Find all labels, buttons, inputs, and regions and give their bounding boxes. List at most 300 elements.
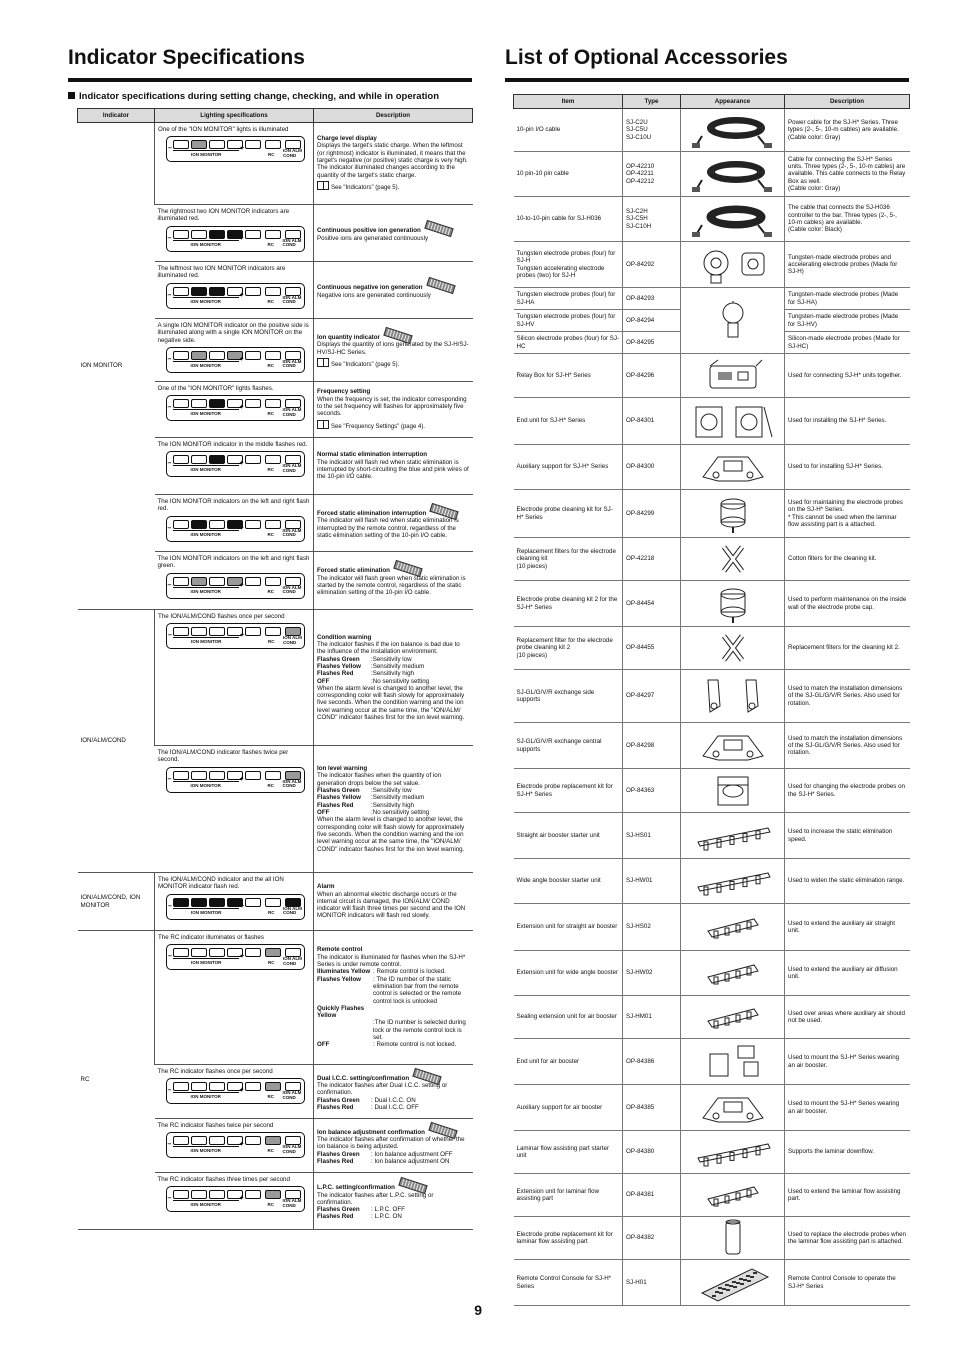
pair-key: Flashes Red — [317, 670, 354, 678]
type-cell — [623, 670, 681, 723]
rc-lamp — [265, 1190, 281, 1199]
pair-key: OFF — [317, 1041, 330, 1049]
ion-monitor-lamp — [173, 771, 189, 780]
pair-key: Illuminates Yellow — [317, 968, 371, 976]
lighting-text: The ION MONITOR indicators on the left and right flash red. — [157, 498, 310, 513]
indicator-panel-diagram — [166, 226, 305, 252]
description-text: When the frequency is set, the indicator corresponding to the set frequency will flashes for approximately five seconds. — [317, 395, 467, 418]
filter-illustration — [688, 539, 778, 579]
appearance-cell — [681, 581, 785, 627]
rc-label: RC — [268, 960, 275, 966]
sidesup-illustration — [688, 676, 778, 716]
type-cell — [623, 951, 681, 996]
minus-sign: – — [168, 953, 172, 961]
type-cell — [623, 152, 681, 197]
item-cell — [514, 769, 623, 813]
rc-lamp — [265, 627, 281, 636]
item-cell — [514, 1085, 623, 1131]
type-cell — [623, 490, 681, 538]
description-cell — [314, 1119, 473, 1173]
type-code: OP-84297 — [626, 692, 655, 700]
minus-sign: – — [167, 234, 172, 242]
description-cell — [314, 495, 473, 552]
accessory-row — [514, 859, 910, 904]
accessory-row — [514, 1039, 910, 1085]
accessory-description: Used to extend the auxiliary air straight unit. — [788, 919, 895, 934]
auxair-illustration — [688, 1088, 778, 1128]
indicator-name-cell — [78, 873, 155, 931]
accessory-description-cell — [785, 109, 910, 152]
ion-monitor-lamp — [245, 140, 261, 149]
item-name: Electrode probe replacement kit for laminar flow assisting part — [516, 1230, 613, 1245]
ion-monitor-label: ION MONITOR — [190, 1202, 221, 1208]
accessory-description: Used for maintaining the electrode probes on the SJ-H* Series. * This cannot be used when the laminar flow assisting part is a attached. — [788, 498, 903, 528]
plus-sign: + — [239, 1087, 244, 1095]
minus-sign: – — [167, 775, 172, 783]
type-cell — [623, 288, 681, 310]
ion-monitor-lamp — [209, 455, 225, 464]
type-cell — [623, 398, 681, 445]
accessories-table — [513, 94, 910, 1306]
reference-note — [317, 358, 470, 369]
ion-monitor-lamp — [245, 627, 261, 636]
rc-lamp — [265, 771, 281, 780]
indicator-panel-diagram — [166, 894, 305, 920]
accessory-description-cell — [785, 723, 910, 769]
ion-alm-cond-label: ION ALM COND — [282, 358, 302, 369]
panel-scale-line — [173, 240, 239, 241]
item-cell — [514, 242, 623, 288]
ion-alm-cond-label: ION ALM COND — [283, 905, 302, 916]
accessory-description-cell — [785, 1039, 910, 1085]
pair-value: : L.P.C. OFF — [371, 1206, 405, 1214]
item-name: Tungsten electrode probes (four) for SJ-HA — [516, 291, 616, 306]
lighting-text: The RC indicator illuminates or flashes — [158, 934, 264, 941]
accessory-row — [514, 354, 910, 398]
ion-alm-cond-label: ION ALM COND — [282, 584, 302, 595]
description-text: The indicator will flash red when static elimination is interrupted by the remote control, regardless of the static elimination setting of the 10-pin I/O cable. — [317, 517, 459, 539]
type-code: SJ-C2U SJ-C5U SJ-C10U — [626, 119, 652, 141]
accessory-description: Used for installing the SJ-H* Series. — [788, 417, 887, 425]
appearance-cell — [681, 288, 785, 354]
type-cell — [623, 996, 681, 1039]
description-text: The indicator flashes if the ion balance is bad due to the influence of the installation environment. — [317, 640, 460, 656]
indicator-name: ION/ALM/COND, ION MONITOR — [80, 894, 141, 909]
description-cell — [314, 438, 473, 495]
appearance-cell — [681, 1174, 785, 1217]
minus-sign: – — [167, 460, 172, 468]
pair-key: Flashes Red — [317, 1157, 354, 1165]
description-title: Condition warning — [317, 633, 372, 641]
accessory-description-cell — [785, 490, 910, 538]
ion-monitor-lamp — [191, 1190, 207, 1199]
appearance-cell — [681, 1085, 785, 1131]
ion-monitor-label: ION MONITOR — [191, 639, 222, 645]
ion-monitor-lamp — [173, 577, 189, 586]
indicator-row — [78, 610, 473, 746]
item-name: Relay Box for SJ-H* Series — [516, 371, 591, 379]
appearance-cell — [681, 109, 785, 152]
reference-text: See "Frequency Settings" (page 4). — [331, 423, 425, 430]
rc-label: RC — [267, 467, 274, 473]
description-text: Displays the target's static charge. When the leftmost (or rightmost) indicator is illuminated, it means that the target's negative (or positive) static charge is very high. The indicator illuminated changes according to the quantity of the target's static charge. — [317, 142, 468, 179]
item-cell — [514, 152, 623, 197]
ion-monitor-label: ION MONITOR — [191, 152, 222, 158]
ion-monitor-lamp — [209, 577, 225, 586]
item-name: Extension unit for wide angle booster — [516, 969, 618, 977]
ion-monitor-lamp — [191, 898, 207, 907]
item-cell — [514, 310, 623, 332]
description-title: Normal static elimination interruption — [317, 451, 428, 459]
type-cell — [623, 859, 681, 904]
item-name: Electrode probe replacement kit for SJ-H* Series — [516, 783, 613, 798]
accessory-row — [514, 904, 910, 951]
description-title: Charge level display — [317, 135, 377, 143]
description-pair — [317, 678, 470, 685]
lighting-text: One of the "ION MONITOR" lights flashes. — [157, 385, 274, 392]
lighting-text: The ION MONITOR indicator in the middle flashes red. — [157, 441, 308, 448]
description-cell — [314, 262, 473, 319]
item-cell — [514, 951, 623, 996]
rc-lamp — [265, 455, 281, 464]
accessory-description: Cable for connecting the SJ-H* Series units. Three types (2-, 5-, 10-m cables) are available. This cable connects to the Relay Box as well. (Cable color: Gray) — [788, 155, 906, 192]
laminar2-illustration — [688, 1175, 778, 1215]
accessory-description-cell — [785, 288, 910, 310]
header-item: Item — [514, 95, 623, 109]
accessory-description-cell — [785, 197, 910, 242]
item-name: Extension unit for straight air booster — [516, 923, 618, 931]
description-pair — [317, 1213, 470, 1220]
accessory-row — [514, 1131, 910, 1174]
type-cell — [623, 1260, 681, 1306]
accessory-description-cell — [785, 538, 910, 581]
manual-book-icon — [317, 420, 329, 429]
pair-key: Flashes Yellow — [317, 975, 361, 983]
rc-lamp — [265, 140, 281, 149]
item-cell — [514, 1260, 623, 1306]
accessory-description-cell — [785, 627, 910, 670]
accessory-description-cell — [785, 332, 910, 354]
accessory-row — [514, 445, 910, 490]
rc-lamp — [265, 1082, 281, 1091]
indicator-table — [77, 108, 473, 1230]
accessory-description-cell — [785, 813, 910, 859]
minus-sign: – — [167, 1195, 172, 1203]
cleankit2-illustration — [688, 584, 778, 624]
ion-alm-cond-label: ION ALM COND — [282, 1144, 302, 1154]
ion-monitor-lamp — [191, 1136, 207, 1145]
item-cell — [514, 627, 623, 670]
item-name: Remote Control Console for SJ-H* Series — [516, 1275, 612, 1290]
type-code: OP-84386 — [626, 1057, 655, 1065]
minus-sign: – — [167, 355, 172, 363]
pair-value: : Remote control is not locked. — [373, 1041, 457, 1049]
item-cell — [514, 670, 623, 723]
rc-lamp — [265, 1136, 281, 1145]
reference-note — [317, 420, 470, 431]
rc-label: RC — [267, 1202, 274, 1208]
description-title: Ion level warning — [317, 765, 368, 773]
accessory-description: Supports the laminar downflow. — [788, 1148, 874, 1156]
rc-lamp — [265, 230, 281, 239]
accessory-description-cell — [785, 1131, 910, 1174]
ion-monitor-lamp — [173, 399, 189, 408]
description-pair — [317, 663, 470, 670]
type-cell — [623, 1131, 681, 1174]
accessory-description-cell — [785, 859, 910, 904]
type-cell — [623, 813, 681, 859]
panel-scale-line — [173, 409, 239, 410]
indicator-name: ION/ALM/COND — [80, 737, 126, 745]
ion-monitor-lamp — [209, 1136, 225, 1145]
lighting-cell — [155, 262, 314, 319]
accessory-description: Used to for installing SJ-H* Series. — [788, 463, 883, 471]
panel-scale-line — [173, 1200, 239, 1201]
type-code: OP-84295 — [626, 338, 655, 346]
appearance-cell — [681, 996, 785, 1039]
ion-monitor-lamp — [173, 351, 189, 360]
item-name: Silicon electrode probes (four) for SJ-HC — [516, 335, 619, 350]
rail-illustration — [688, 816, 778, 856]
accessory-description: Used for changing the electrode probes on the SJ-H* Series. — [788, 783, 905, 798]
indicator-name-cell — [78, 123, 155, 610]
pair-value: : Ion balance adjustment OFF — [371, 1150, 453, 1158]
accessory-description: Used to mount the SJ-H* Series wearing an air booster. — [788, 1054, 900, 1069]
ion-monitor-label: ION MONITOR — [190, 531, 221, 537]
indicator-name: ION MONITOR — [80, 362, 123, 370]
lighting-text: The leftmost two ION MONITOR indicators are illuminated red. — [157, 265, 286, 280]
pair-key: Flashes Green — [317, 1096, 360, 1104]
accessory-row — [514, 581, 910, 627]
description-title: L.P.C. setting/confirmation — [317, 1181, 470, 1191]
indicator-name: RC — [80, 1076, 90, 1084]
description-text: The indicator is illuminated for flashes when the SJ-H* Series is under remote control. — [317, 953, 466, 968]
ion-monitor-lamp — [209, 1190, 225, 1199]
indicator-panel-diagram — [166, 944, 305, 970]
description-pair — [317, 809, 470, 816]
description-cell — [314, 319, 473, 382]
description-pair — [317, 968, 470, 975]
tube-illustration — [688, 1218, 778, 1258]
type-code: SJ-C2H SJ-C5H SJ-C10H — [626, 208, 652, 230]
accessory-description-cell — [785, 445, 910, 490]
accessory-description-cell — [785, 1217, 910, 1260]
accessory-description-cell — [785, 951, 910, 996]
appearance-cell — [681, 723, 785, 769]
panel-scale-line — [173, 958, 239, 959]
appearance-cell — [681, 1260, 785, 1306]
lighting-cell — [155, 319, 314, 382]
indicator-row — [78, 931, 473, 1065]
accessory-description-cell — [785, 242, 910, 288]
item-cell — [514, 904, 623, 951]
ion-monitor-lamp — [173, 140, 189, 149]
ion-monitor-lamp — [209, 898, 225, 907]
item-name: Electrode probe cleaning kit 2 for the SJ-H* Series — [516, 596, 618, 611]
item-name: End unit for SJ-H* Series — [516, 417, 586, 425]
description-text: Displays the quantity of ions generated by the SJ-H/SJ-HV/SJ-HC Series. — [317, 341, 469, 356]
accessory-description-cell — [785, 354, 910, 398]
description-cell — [314, 205, 473, 262]
item-name: Tungsten electrode probes (four) for SJ-HV — [516, 313, 616, 328]
pair-key: Flashes Green — [317, 1150, 360, 1158]
ion-monitor-lamp — [245, 771, 261, 780]
pair-key: Flashes Yellow — [317, 662, 361, 670]
description-cell — [314, 873, 473, 931]
ion-monitor-lamp — [209, 230, 225, 239]
accessory-row — [514, 1085, 910, 1131]
lighting-cell — [155, 438, 314, 495]
ion-monitor-lamp — [173, 455, 189, 464]
accessory-row — [514, 723, 910, 769]
appearance-cell — [681, 769, 785, 813]
item-cell — [514, 1131, 623, 1174]
ion-monitor-lamp — [245, 287, 261, 296]
page-number: 9 — [474, 1302, 482, 1318]
type-code: OP-84380 — [626, 1148, 655, 1156]
item-cell — [514, 538, 623, 581]
remote-illustration — [688, 1263, 778, 1303]
lighting-text: The RC indicator flashes twice per second — [157, 1122, 274, 1129]
type-code: SJ-HS02 — [626, 923, 651, 931]
lighting-cell — [155, 205, 314, 262]
item-cell — [514, 490, 623, 538]
item-cell — [514, 398, 623, 445]
accessory-description-cell — [785, 670, 910, 723]
description-pair — [317, 794, 470, 801]
rc-label: RC — [267, 241, 274, 247]
panel-scale-line — [173, 530, 239, 531]
item-name: 10 pin-10 pin cable — [516, 170, 569, 178]
ion-monitor-lamp — [245, 399, 261, 408]
pair-value: :Sensitivity high — [371, 670, 414, 678]
rc-label: RC — [267, 1148, 274, 1154]
description-pair — [317, 976, 470, 1005]
rc-label: RC — [267, 588, 274, 594]
description-title: Ion quantity indicator — [317, 331, 470, 341]
type-cell — [623, 581, 681, 627]
type-cell — [623, 445, 681, 490]
header-acc-description: Description — [785, 95, 910, 109]
accessory-description-cell — [785, 1174, 910, 1217]
header-description: Description — [314, 109, 473, 123]
indicator-row — [78, 873, 473, 931]
ion-monitor-lamp — [245, 898, 261, 907]
indicator-row — [78, 123, 473, 205]
type-code: OP-84300 — [626, 463, 655, 471]
minus-sign: – — [168, 902, 172, 910]
accessory-description: Used to mount the SJ-H* Series wearing an air booster. — [788, 1100, 900, 1115]
ion-alm-cond-label: ION ALM COND — [282, 1090, 302, 1100]
reference-text: See "Indicators" (page 5). — [331, 361, 400, 368]
ion-monitor-lamp — [209, 1082, 225, 1091]
description-pair — [317, 1206, 470, 1213]
accessory-description-cell — [785, 581, 910, 627]
description-text: When an abnormal electric discharge occurs or the internal circuit is damaged, the ION/ALM/ COND indicator will flash three times per second and the ION MONITOR indicators will flash red slowly. — [317, 890, 466, 920]
rc-label: RC — [267, 782, 274, 788]
lighting-text: The ION/ALM/COND flashes once per second — [158, 613, 285, 620]
cable-black-illustration — [688, 199, 778, 239]
ion-monitor-label: ION MONITOR — [191, 960, 222, 966]
accessory-row — [514, 670, 910, 723]
accessory-description: Used to extend the laminar flow assisting part. — [788, 1187, 901, 1202]
heading-rule-right — [505, 78, 909, 82]
ion-monitor-label: ION MONITOR — [190, 467, 221, 473]
ion-monitor-lamp — [173, 287, 189, 296]
type-code: OP-42210 OP-42211 OP-42212 — [626, 163, 655, 185]
replkit-illustration — [688, 771, 778, 811]
accessory-description: Used over areas where auxiliary air should not be used. — [788, 1009, 905, 1024]
type-code: OP-84382 — [626, 1234, 655, 1242]
plus-sign: + — [240, 953, 245, 961]
lighting-text: One of the "ION MONITOR" lights is illuminated — [158, 126, 289, 133]
plus-sign: + — [240, 632, 245, 640]
indicator-name-cell — [78, 610, 155, 873]
ion-alm-cond-label: ION ALM COND — [282, 294, 302, 305]
accessory-row — [514, 1217, 910, 1260]
description-cell — [314, 931, 473, 1065]
pair-key: Flashes Red — [317, 801, 354, 809]
ion-monitor-lamp — [209, 287, 225, 296]
ion-monitor-lamp — [245, 948, 261, 957]
accessory-row — [514, 627, 910, 670]
pair-value: :The ID number is selected during lock or the remote control lock is set. — [373, 1019, 466, 1042]
cable-illustration — [688, 110, 778, 150]
accessory-description: The cable that connects the SJ-H036 controller to the bar. Three types (2-, 5-, 10-m cables) are available. (Cable color: Black) — [788, 204, 897, 234]
ion-monitor-lamp — [209, 771, 225, 780]
reference-note — [317, 181, 470, 192]
accessories-heading: List of Optional Accessories — [505, 46, 788, 69]
accessory-row — [514, 288, 910, 310]
accessory-row — [514, 769, 910, 813]
pair-key: Quickly Flashes Yellow — [317, 1004, 365, 1020]
accessory-description-cell — [785, 1260, 910, 1306]
pair-value: : L.P.C. ON — [371, 1213, 402, 1221]
ion-alm-cond-label: ION ALM COND — [283, 148, 302, 158]
pair-value: :No sensitivity setting — [371, 677, 430, 685]
accessory-row — [514, 109, 910, 152]
indicator-panel-diagram — [166, 516, 305, 542]
header-lighting: Lighting specifications — [155, 109, 314, 123]
pair-value: : Dual I.C.C. OFF — [371, 1103, 419, 1111]
box-illustration — [688, 356, 778, 396]
ion-monitor-label: ION MONITOR — [190, 298, 221, 304]
indicator-panel-diagram — [166, 767, 305, 793]
manual-book-icon — [317, 181, 329, 190]
panel-scale-line — [173, 1092, 239, 1093]
type-code: OP-84292 — [626, 260, 655, 268]
ion-alm-cond-label: ION ALM COND — [282, 463, 302, 473]
item-name: 10-pin I/O cable — [516, 126, 561, 134]
appearance-cell — [681, 1039, 785, 1085]
accessory-description: Silicon-made electrode probes (Made for SJ-HC) — [788, 335, 900, 350]
plus-sign: + — [239, 775, 244, 783]
plus-sign: + — [239, 291, 244, 299]
ion-alm-cond-label: ION ALM COND — [283, 635, 302, 645]
indicator-panel-diagram — [166, 136, 305, 162]
item-cell — [514, 1217, 623, 1260]
ion-monitor-lamp — [191, 948, 207, 957]
ion-monitor-lamp — [191, 140, 207, 149]
plus-sign: + — [239, 460, 244, 468]
appearance-cell — [681, 813, 785, 859]
minus-sign: – — [167, 404, 172, 412]
ion-monitor-lamp — [209, 140, 225, 149]
accessory-description: Used to match the installation dimensions of the SJ-GL/G/V/R Series. Also used for rotation. — [788, 734, 903, 757]
item-name: Straight air booster starter unit — [516, 831, 600, 839]
type-cell — [623, 197, 681, 242]
appearance-cell — [681, 951, 785, 996]
